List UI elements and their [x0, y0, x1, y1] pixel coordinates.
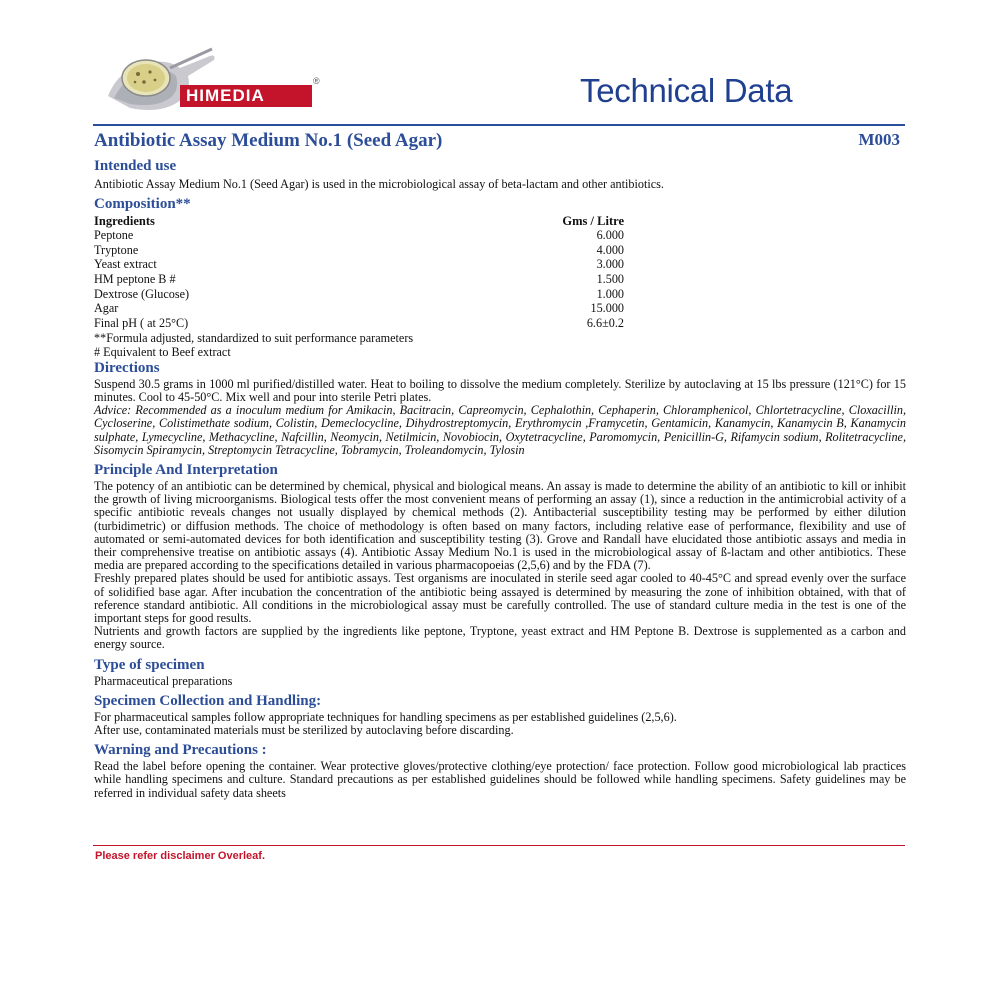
principle-paragraph-2: Freshly prepared plates should be used for antibiotic assays. Test organisms are inoculated in sterile seed agar cooled to 40-45°C and spread evenly over the surface of solidified base agar. After incubation the concentration of the antibiotic being assayed is determined by measuring the zone of inhibition obtained, with that of reference standard antibiotic. All conditions in the microbiological assay must be carefully controlled. The use of standard culture media in the test is one of the important steps for good results.: [94, 571, 906, 626]
collection-line-1: For pharmaceutical samples follow appropriate techniques for handling specimens as per established guidelines (2,5,6).: [94, 709, 677, 724]
ingredient-amount: 6.000: [596, 228, 624, 243]
ingredient-amount: 4.000: [596, 242, 624, 257]
ingredient-amount: 1.000: [596, 286, 624, 301]
ingredient-amount: 3.000: [596, 257, 624, 272]
principle-paragraph-1: The potency of an antibiotic can be determined by chemical, physical and biological means. An assay is made to determine the ability of an antibiotic to kill or inhibit the growth of living microorganisms. Biological tests offer the most convenient means of performing an assay (1), since a reduction in the antimicrobial activity of a specific antibiotic reveals changes not usually displayed by chemical methods (2). Antibacterial susceptibility testing may be performed by either dilution (turbidimetric) or diffusion methods. The choice of methodology is often based on many factors, including relative ease of performance, flexibility and use of automated or semi-automated devices for both identification and susceptibility testing (3). Grove and Randall have elucidated those antibiotic assays and media in their comprehensive treatise on antibiotic assays (4). Antibiotic Assay Medium No.1 is used in the microbiological assay of ß-lactam and other antibiotics. These media are prepared according to the specifications detailed in various pharmacopoeias (2,5,6) and by the FDA (7).: [94, 478, 906, 573]
equivalent-note: # Equivalent to Beef extract: [94, 344, 231, 359]
document-title: Antibiotic Assay Medium No.1 (Seed Agar): [94, 130, 443, 151]
composition-header-row: [94, 214, 624, 228]
ingredient-name: Dextrose (Glucose): [94, 286, 190, 301]
ingredient-name: Tryptone: [94, 242, 139, 257]
principle-heading: Principle And Interpretation: [94, 461, 278, 478]
table-row: [94, 257, 624, 272]
directions-heading: Directions: [94, 359, 160, 376]
ingredient-amount: 1.500: [596, 271, 624, 286]
ingredient-amount: 15.000: [590, 301, 624, 316]
ingredients-column-header: Ingredients: [94, 214, 155, 229]
principle-paragraph-3: Nutrients and growth factors are supplied by the ingredients like peptone, Tryptone, yeast extract and HM Peptone B. Dextrose is supplemented as a carbon and energy source.: [94, 624, 906, 652]
specimen-type-text: Pharmaceutical preparations: [94, 673, 233, 688]
petri-dish-logo-graphic: [100, 44, 330, 119]
specimen-type-heading: Type of specimen: [94, 656, 205, 673]
ingredient-name: Peptone: [94, 228, 134, 243]
composition-table: [94, 214, 624, 330]
intended-use-text: Antibiotic Assay Medium No.1 (Seed Agar) is used in the microbiological assay of beta-lactam and other antibiotics.: [94, 177, 664, 191]
table-row: [94, 228, 624, 243]
table-row: [94, 301, 624, 316]
table-row: [94, 287, 624, 302]
amount-column-header: Gms / Litre: [562, 214, 624, 229]
warning-heading: Warning and Precautions :: [94, 742, 267, 759]
brand-name: HIMEDIA: [186, 86, 265, 105]
collection-heading: Specimen Collection and Handling:: [94, 692, 322, 709]
header-divider: [93, 124, 905, 126]
document-body: [94, 157, 906, 800]
footer-divider: [93, 845, 905, 846]
table-row: [94, 272, 624, 287]
disclaimer-note: Please refer disclaimer Overleaf.: [95, 850, 265, 862]
collection-line-2: After use, contaminated materials must be sterilized by autoclaving before discarding.: [94, 723, 514, 738]
ingredient-amount: 6.6±0.2: [586, 315, 624, 330]
composition-heading: Composition**: [94, 196, 191, 213]
advice-text: Advice: Recommended as a inoculum medium for Amikacin, Bacitracin, Capreomycin, Cephalothin, Cephaperin, Chloramphenicol, Chlortetracycline, Cloxacillin, Cycloserine, Colistimethate sodium, Colistin, Demeclocycline, Dihydrostreptomycin, Erythromycin ,Framycetin, Gentamicin, Kanamycin, Kanamycin B, Kanamycin sulphate, Lymecycline, Methacycline, Nafcillin, Neomycin, Netilmicin, Novobiocin, Oxytetracycline, Paromomycin, Penicillin-G, Rifamycin sodium, Rolitetracycline, Sisomycin Spiramycin, Streptomycin Tetracycline, Tobramycin, Troleandomycin, Tylosin: [94, 403, 906, 457]
directions-text: Suspend 30.5 grams in 1000 ml purified/distilled water. Heat to boiling to dissolve the medium completely. Sterilize by autoclaving at 15 lbs pressure (121°C) for 15 minutes. Cool to 45-50°C. Mix well and pour into sterile Petri plates.: [94, 376, 906, 404]
ingredient-name: Agar: [94, 301, 119, 316]
formula-note: **Formula adjusted, standardized to suit performance parameters: [94, 331, 414, 346]
registered-mark: ®: [313, 76, 320, 86]
table-row: [94, 316, 624, 331]
product-code: M003: [858, 130, 900, 149]
ingredient-name: Final pH ( at 25°C): [94, 315, 189, 330]
himedia-logo: [100, 44, 330, 119]
ingredient-name: HM peptone B #: [94, 271, 176, 286]
warning-text: Read the label before opening the container. Wear protective gloves/protective clothing/eye protection/ face protection. Follow good microbiological lab practices while handling specimens and culture. Standard precautions as per established guidelines should be followed while handling specimens. Safety guidelines may be referred in individual safety data sheets: [94, 759, 906, 800]
technical-data-heading: Technical Data: [580, 72, 793, 109]
intended-use-heading: Intended use: [94, 158, 177, 174]
table-row: [94, 243, 624, 258]
ingredient-name: Yeast extract: [94, 257, 157, 272]
